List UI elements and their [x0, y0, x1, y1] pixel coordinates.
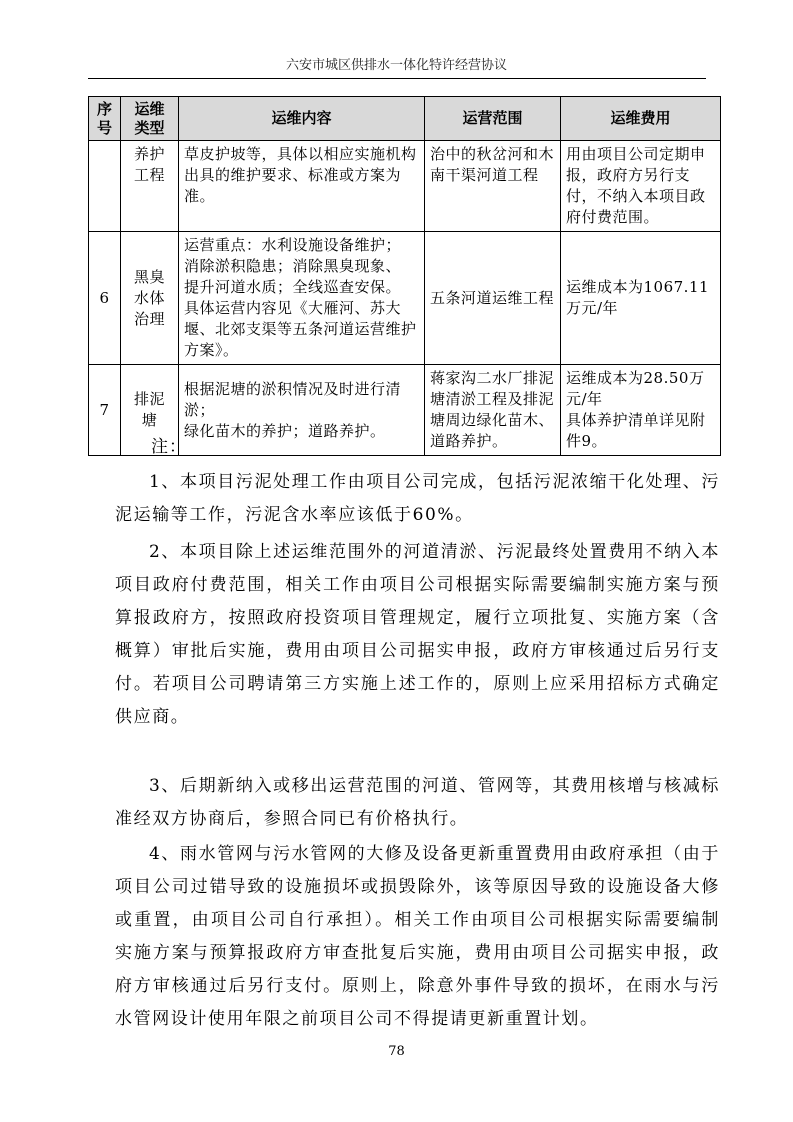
note-paragraph-4: 4、雨水管网与污水管网的大修及设备更新重置费用由政府承担（由于项目公司过错导致的设施损坏或损毁除外，该等原因导致的设施设备大修或重置，由项目公司自行承担）。相关工作由项目公司根据实际需要编制实施方案与预算报政府方审查批复后实施，费用由项目公司据实申报，政府方审核通过后另行支付。原则上，除意外事件导致的损坏，在雨水与污水管网设计使用年限之前项目公司不得提请更新重置计划。 — [115, 844, 720, 1029]
cell-no: 6 — [89, 232, 121, 365]
running-header: 六安市城区供排水一体化特许经营协议 — [285, 58, 507, 73]
cell-scope: 蒋家沟二水厂排泥塘清淤工程及排泥塘周边绿化苗木、道路养护。 — [425, 365, 561, 456]
note-paragraph-1: 1、本项目污泥处理工作由项目公司完成，包括污泥浓缩干化处理、污泥运输等工作，污泥含水率应该低于60%。 — [115, 472, 720, 525]
cell-type: 养护 工程 — [121, 141, 179, 232]
notes-label: 注： — [151, 437, 187, 457]
cell-content: 运营重点：水利设施设备维护； 消除淤积隐患；消除黑臭现象、 提升河道水质；全线巡查安保。 具体运营内容见《大雁河、苏大堰、北郊支渠等五条河道运营维护方案》。 — [179, 232, 425, 365]
cell-content: 根据泥塘的淤积情况及时进行清淤； 绿化苗木的养护；道路养护。 — [179, 365, 425, 456]
table-row — [89, 232, 721, 365]
note-paragraph-2: 2、本项目除上述运维范围外的河道清淤、污泥最终处置费用不纳入本项目政府付费范围，相关工作由项目公司根据实际需要编制实施方案与预算报政府方，按照政府投资项目管理规定，履行立项批复、实施方案（含概算）审批后实施，费用由项目公司据实申报，政府方审核通过后另行支付。若项目公司聘请第三方实施上述工作的，原则上应采用招标方式确定供应商。 — [115, 542, 720, 727]
note-paragraph-3: 3、后期新纳入或移出运营范围的河道、管网等，其费用核增与核减标准经双方协商后，参照合同已有价格执行。 — [115, 776, 720, 829]
col-header-scope: 运营范围 — [425, 97, 561, 141]
col-header-content: 运维内容 — [179, 97, 425, 141]
table-row — [89, 141, 721, 232]
col-header-cost: 运维费用 — [561, 97, 721, 141]
col-header-no: 序 号 — [89, 97, 121, 141]
header-rule — [88, 78, 706, 79]
cell-cost: 用由项目公司定期申报，政府方另行支付，不纳入本项目政府付费范围。 — [561, 141, 721, 232]
col-header-type: 运维 类型 — [121, 97, 179, 141]
cell-cost: 运维成本为1067.11万元/年 — [561, 232, 721, 365]
cell-scope: 治中的秋岔河和木南干渠河道工程 — [425, 141, 561, 232]
cell-cost: 运维成本为28.50万元/年 具体养护清单详见附件9。 — [561, 365, 721, 456]
cell-content: 草皮护坡等，具体以相应实施机构出具的维护要求、标准或方案为准。 — [179, 141, 425, 232]
cell-no: 7 — [89, 365, 121, 456]
page-number: 78 — [388, 1044, 405, 1059]
cell-scope: 五条河道运维工程 — [425, 232, 561, 365]
cell-no — [89, 141, 121, 232]
cell-type: 排泥 塘 — [121, 365, 179, 456]
operations-table — [88, 96, 721, 456]
cell-type: 黑臭 水体 治理 — [121, 232, 179, 365]
table-header-row — [89, 97, 721, 141]
